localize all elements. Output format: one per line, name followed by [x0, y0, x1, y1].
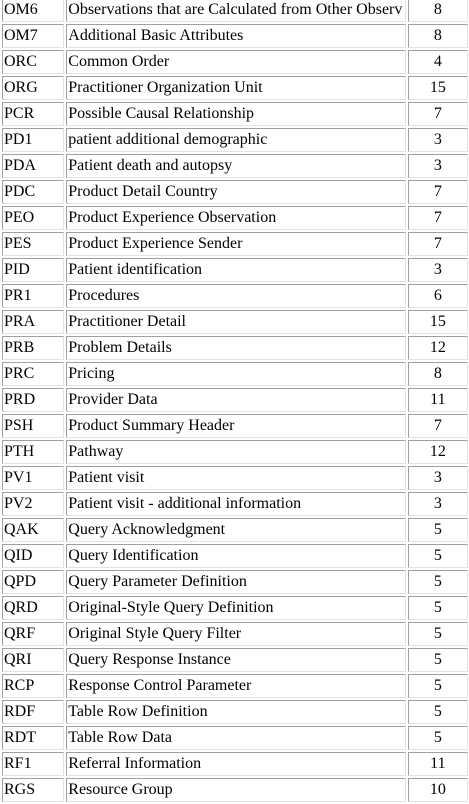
segment-description-cell: Response Control Parameter: [66, 674, 405, 698]
segment-description-cell: patient additional demographic: [66, 128, 405, 152]
segment-field-count-cell: 5: [408, 674, 468, 698]
segment-code-cell: PDA: [2, 154, 64, 178]
segment-description-cell: Query Response Instance: [66, 648, 405, 672]
segment-field-count-cell: 6: [408, 284, 468, 308]
segment-code-cell: QRI: [2, 648, 64, 672]
segment-field-count-cell: 8: [408, 0, 468, 22]
segment-field-count-cell: 5: [408, 544, 468, 568]
table-row: [2, 596, 468, 620]
segment-code-cell: PRC: [2, 362, 64, 386]
segment-field-count-cell: 3: [408, 128, 468, 152]
segment-code-cell: OM7: [2, 24, 64, 48]
segment-description-cell: Original Style Query Filter: [66, 622, 405, 646]
segment-field-count-cell: 15: [408, 310, 468, 334]
table-row: [2, 232, 468, 256]
segment-code-cell: QRF: [2, 622, 64, 646]
segment-code-cell: RDF: [2, 700, 64, 724]
segment-description-cell: Product Detail Country: [66, 180, 405, 204]
segment-description-cell: Procedures: [66, 284, 405, 308]
table-row: [2, 466, 468, 490]
segment-field-count-cell: 3: [408, 154, 468, 178]
segment-field-count-cell: 11: [408, 388, 468, 412]
table-row: [2, 310, 468, 334]
segment-field-count-cell: 15: [408, 76, 468, 100]
segment-field-count-cell: 10: [408, 778, 468, 802]
segment-field-count-cell: 7: [408, 206, 468, 230]
table-row: [2, 518, 468, 542]
segment-field-count-cell: 3: [408, 258, 468, 282]
table-row: [2, 674, 468, 698]
segment-description-cell: Product Experience Sender: [66, 232, 405, 256]
segment-code-cell: PR1: [2, 284, 64, 308]
table-row: [2, 648, 468, 672]
segment-description-cell: Pathway: [66, 440, 405, 464]
segment-field-count-cell: 5: [408, 726, 468, 750]
segment-field-count-cell: 5: [408, 700, 468, 724]
segment-description-cell: Table Row Definition: [66, 700, 405, 724]
segment-code-cell: QPD: [2, 570, 64, 594]
segment-field-count-cell: 7: [408, 232, 468, 256]
segment-description-cell: Common Order: [66, 50, 405, 74]
segment-description-cell: Query Parameter Definition: [66, 570, 405, 594]
table-row: [2, 284, 468, 308]
segment-field-count-cell: 5: [408, 622, 468, 646]
table-row: [2, 414, 468, 438]
segment-code-cell: PD1: [2, 128, 64, 152]
segment-description-cell: Referral Information: [66, 752, 405, 776]
segment-field-count-cell: 7: [408, 414, 468, 438]
segment-code-cell: PEO: [2, 206, 64, 230]
segment-code-cell: PRD: [2, 388, 64, 412]
segment-field-count-cell: 5: [408, 570, 468, 594]
segment-code-cell: PRB: [2, 336, 64, 360]
table-row: [2, 726, 468, 750]
table-row: [2, 362, 468, 386]
table-row: [2, 102, 468, 126]
table-row: [2, 258, 468, 282]
segment-code-cell: QRD: [2, 596, 64, 620]
table-row: [2, 700, 468, 724]
segment-field-count-cell: 12: [408, 336, 468, 360]
table-row: [2, 440, 468, 464]
segment-field-count-cell: 4: [408, 50, 468, 74]
segment-code-cell: RCP: [2, 674, 64, 698]
segment-description-cell: Problem Details: [66, 336, 405, 360]
segment-code-cell: PSH: [2, 414, 64, 438]
segment-description-cell: Query Identification: [66, 544, 405, 568]
segment-code-cell: PES: [2, 232, 64, 256]
segment-field-count-cell: 8: [408, 362, 468, 386]
segment-code-cell: ORG: [2, 76, 64, 100]
segment-field-count-cell: 7: [408, 102, 468, 126]
segment-field-count-cell: 5: [408, 518, 468, 542]
table-row: [2, 570, 468, 594]
segment-code-cell: PDC: [2, 180, 64, 204]
segment-code-cell: PTH: [2, 440, 64, 464]
segment-description-cell: Additional Basic Attributes: [66, 24, 405, 48]
segment-description-cell: Patient visit: [66, 466, 405, 490]
segment-code-cell: PID: [2, 258, 64, 282]
segment-field-count-cell: 5: [408, 648, 468, 672]
segment-description-cell: Table Row Data: [66, 726, 405, 750]
table-row: [2, 50, 468, 74]
segment-code-cell: QAK: [2, 518, 64, 542]
segment-table-body: [2, 0, 468, 802]
segment-description-cell: Patient visit - additional information: [66, 492, 405, 516]
segment-description-cell: Original-Style Query Definition: [66, 596, 405, 620]
table-row: [2, 154, 468, 178]
table-row: [2, 544, 468, 568]
segment-description-cell: Query Acknowledgment: [66, 518, 405, 542]
segment-code-cell: PCR: [2, 102, 64, 126]
table-row: [2, 622, 468, 646]
table-row: [2, 336, 468, 360]
segment-field-count-cell: 12: [408, 440, 468, 464]
segment-description-cell: Practitioner Organization Unit: [66, 76, 405, 100]
segment-field-count-cell: 7: [408, 180, 468, 204]
segment-description-cell: Provider Data: [66, 388, 405, 412]
segment-description-cell: Practitioner Detail: [66, 310, 405, 334]
table-row: [2, 778, 468, 802]
table-row: [2, 492, 468, 516]
segment-description-cell: Possible Causal Relationship: [66, 102, 405, 126]
table-row: [2, 128, 468, 152]
table-row: [2, 388, 468, 412]
segment-description-cell: Product Experience Observation: [66, 206, 405, 230]
segment-code-cell: RGS: [2, 778, 64, 802]
table-row: [2, 752, 468, 776]
segment-field-count-cell: 8: [408, 24, 468, 48]
segment-code-cell: PV1: [2, 466, 64, 490]
segment-description-cell: Product Summary Header: [66, 414, 405, 438]
segment-code-cell: PV2: [2, 492, 64, 516]
segment-code-cell: OM6: [2, 0, 64, 22]
segment-code-cell: RF1: [2, 752, 64, 776]
segment-field-count-cell: 3: [408, 466, 468, 490]
segment-code-cell: RDT: [2, 726, 64, 750]
segment-field-count-cell: 5: [408, 596, 468, 620]
segment-description-cell: Resource Group: [66, 778, 405, 802]
segment-description-cell: Patient identification: [66, 258, 405, 282]
segment-code-cell: ORC: [2, 50, 64, 74]
table-row: [2, 180, 468, 204]
segment-field-count-cell: 11: [408, 752, 468, 776]
segment-description-cell: Patient death and autopsy: [66, 154, 405, 178]
table-row: [2, 76, 468, 100]
table-row: [2, 206, 468, 230]
segment-code-cell: PRA: [2, 310, 64, 334]
table-row: [2, 24, 468, 48]
segment-code-cell: QID: [2, 544, 64, 568]
segment-description-cell: Observations that are Calculated from Other Observ: [66, 0, 405, 22]
segment-field-count-cell: 3: [408, 492, 468, 516]
segment-description-cell: Pricing: [66, 362, 405, 386]
table-row: [2, 0, 468, 22]
